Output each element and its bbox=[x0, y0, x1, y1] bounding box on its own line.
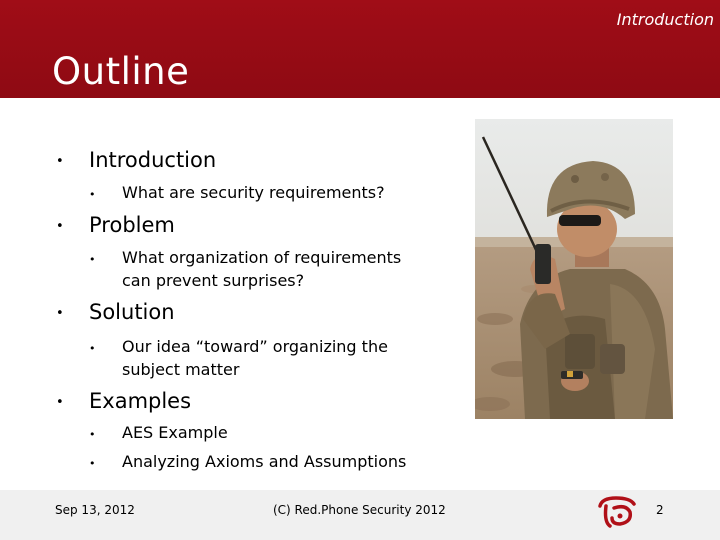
soldier-with-radio-photo bbox=[475, 119, 673, 419]
bullet-dot: • bbox=[89, 342, 96, 355]
outline-item-label: Solution bbox=[89, 300, 175, 324]
bullet-dot: • bbox=[89, 253, 96, 266]
footer-date: Sep 13, 2012 bbox=[55, 503, 135, 517]
outline-subitem-label: What organization of requirements can prevent surprises? bbox=[122, 248, 402, 290]
outline-subitem-label: Analyzing Axioms and Assumptions bbox=[122, 452, 407, 471]
slide-title: Outline bbox=[52, 50, 190, 93]
slide-header bbox=[0, 0, 720, 98]
bullet-dot: • bbox=[56, 395, 64, 410]
outline-subitem-label: AES Example bbox=[122, 423, 228, 442]
bullet-dot: • bbox=[56, 219, 64, 234]
bullet-dot: • bbox=[89, 188, 96, 201]
outline-item-label: Problem bbox=[89, 213, 175, 237]
footer-copyright: (C) Red.Phone Security 2012 bbox=[273, 503, 446, 517]
bullet-dot: • bbox=[89, 457, 96, 470]
bullet-dot: • bbox=[89, 428, 96, 441]
redphone-logo-icon bbox=[596, 494, 638, 530]
bullet-dot: • bbox=[56, 306, 64, 321]
slide-footer bbox=[0, 490, 720, 540]
outline-subitem-label: What are security requirements? bbox=[122, 183, 385, 202]
bullet-dot: • bbox=[56, 154, 64, 169]
page-number: 2 bbox=[656, 503, 664, 517]
outline-subitem-label: Our idea “toward” organizing the subject matter bbox=[122, 337, 388, 379]
section-label: Introduction bbox=[616, 10, 714, 29]
outline-item-label: Examples bbox=[89, 389, 192, 413]
outline-item-label: Introduction bbox=[89, 148, 217, 172]
